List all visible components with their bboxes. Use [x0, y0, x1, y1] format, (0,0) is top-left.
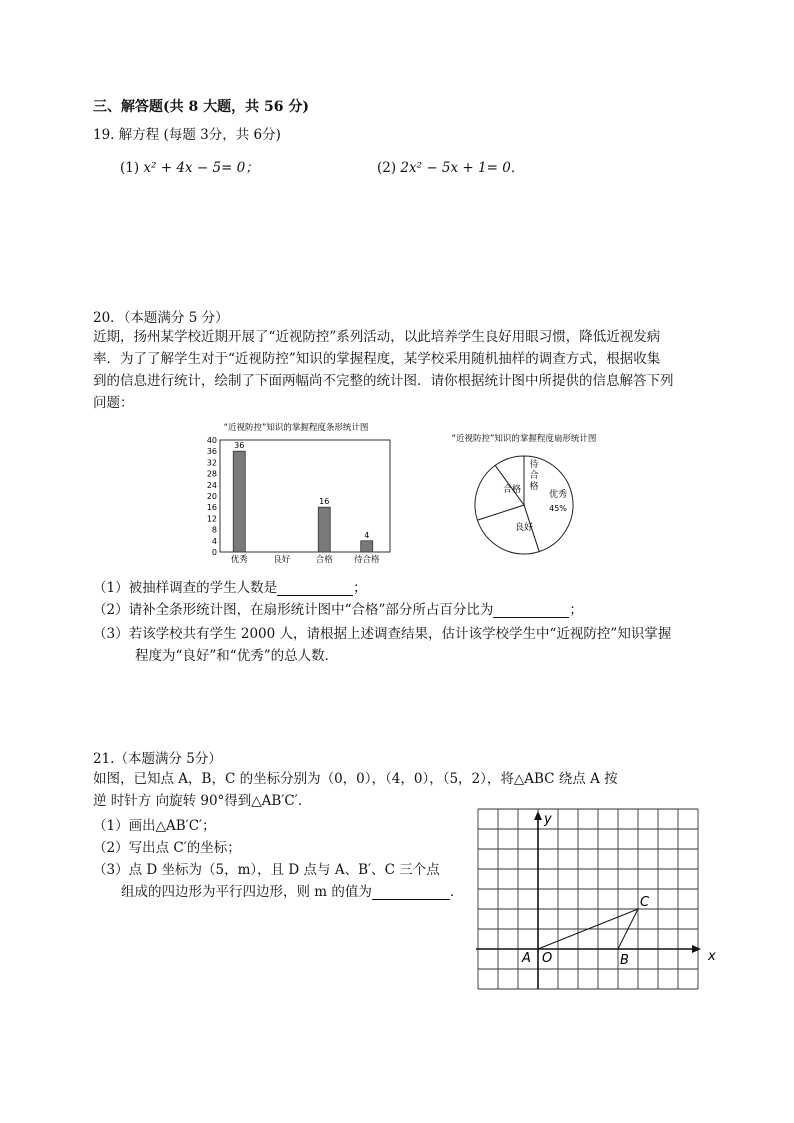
q20-sub2 [93, 598, 583, 618]
q21-sub3-end: ． [449, 884, 464, 900]
pie-chart [440, 430, 620, 560]
q20-sub1 [93, 576, 367, 596]
pie-chart-title: “近视防控”知识的掌握程度扇形统计图 [451, 434, 597, 444]
bar-0 [233, 451, 245, 552]
q21-para-line1: 如图，已知点 A，B，C 的坐标分别为（0，0），（4，0），（5，2），将△ABC 绕点 A 按 [93, 771, 618, 787]
pie-label-excellent-pct: 45% [549, 504, 567, 513]
q20-sub1-text: （1）被抽样调查的学生人数是 [93, 580, 278, 596]
coordinate-grid [472, 806, 722, 992]
q21-sub3-line1: （3）点 D 坐标为（5，m），且 D 点与 A、B′、C 三个点 [93, 862, 440, 878]
svg-text:待: 待 [529, 460, 539, 470]
bar-ytick-label: 32 [206, 458, 217, 468]
q20-sub2-text: （2）请补全条形统计图，在扇形统计图中“合格”部分所占百分比为 [93, 602, 494, 618]
bar-ytick-label: 40 [206, 436, 217, 445]
bar-category-label: 优秀 [230, 555, 248, 565]
point-b-label: B [620, 953, 629, 968]
q21-sub3-line2 [121, 880, 463, 900]
bar-ytick-label: 28 [206, 469, 217, 479]
q21-para-line2: 逆 时针方 向旋转 90°得到△AB′C′． [93, 793, 312, 809]
bar-chart-title: “近视防控”知识的掌握程度条形统计图 [223, 423, 369, 433]
section-title: 三、解答题(共 8 大题，共 56 分) [93, 99, 309, 115]
bar-ytick-label: 16 [206, 503, 217, 513]
q20-para-line2: 率．为了了解学生对于“近视防控”知识的掌握程度，某学校采用随机抽样的调查方式，根据收集 [93, 351, 661, 367]
bar-ytick-label: 0 [211, 548, 217, 557]
pie-label-fail [529, 458, 538, 492]
q19-p1-label: (1) [120, 160, 140, 176]
pie-label-pass: 合格 [502, 485, 522, 495]
q21-sub1: （1）画出△AB′C′； [93, 818, 216, 834]
bar-ytick-label: 24 [206, 480, 217, 490]
q20-para-line1: 近期，扬州某学校近期开展了“近视防控”系列活动，以此培养学生良好用眼习惯，降低近视发病 [93, 329, 661, 345]
svg-text:合: 合 [529, 471, 539, 481]
q20-header: 20．（本题满分 5 分） [93, 310, 229, 326]
y-axis-label: y [544, 812, 552, 827]
bar-ytick-label: 20 [206, 492, 217, 501]
bar-category-label: 待合格 [353, 555, 380, 565]
point-a-label: A [522, 951, 531, 966]
y-axis-arrow [534, 811, 542, 820]
bar-ytick-label: 36 [206, 447, 217, 457]
x-axis-label: x [708, 949, 716, 964]
q20-sub3-line2: 程度为“良好”和“优秀”的总人数． [135, 648, 339, 664]
bar-data-label: 36 [234, 441, 245, 451]
q21-sub3-text: 组成的四边形为平行四边形，则 m 的值为 [121, 884, 372, 900]
svg-text:格: 格 [529, 482, 539, 492]
q19-part2 [377, 156, 524, 176]
q20-sub1-end: ； [353, 580, 367, 596]
q20-sub2-end: ； [569, 602, 583, 618]
bar-ytick-label: 12 [206, 514, 217, 524]
bar-data-label: 4 [364, 530, 370, 540]
q19-header: 19. 解方程 (每题 3分，共 6分) [93, 127, 281, 143]
q20-para-line3: 到的信息进行统计，绘制了下面两幅尚不完整的统计图．请你根据统计图中所提供的信息解答下列 [93, 373, 674, 389]
pie-label-good: 良好 [514, 523, 534, 533]
bar-3 [361, 541, 373, 552]
q21-sub2: （2）写出点 C′的坐标； [93, 840, 241, 856]
bar-ytick-label: 8 [211, 525, 217, 535]
x-axis-arrow [692, 945, 701, 953]
origin-label: O [542, 951, 553, 966]
point-c-label: C [640, 895, 650, 910]
q20-para-line4: 问题： [93, 395, 134, 411]
q20-sub1-blank[interactable] [277, 581, 353, 596]
bar-chart [196, 420, 396, 570]
bar-ytick-label: 4 [211, 536, 217, 546]
bar-data-label: 16 [319, 497, 330, 507]
q20-sub2-blank[interactable] [493, 603, 569, 618]
bar-category-label: 合格 [315, 555, 333, 565]
q19-p2-expr: 2x² − 5x + 1= 0． [400, 160, 525, 176]
q19-part1 [120, 156, 259, 176]
pie-label-excellent: 优秀 [548, 490, 568, 500]
q19-p1-expr: x² + 4x − 5= 0； [143, 160, 259, 176]
q21-sub3-blank[interactable] [372, 885, 450, 900]
q21-header: 21.（本题满分 5分） [93, 751, 222, 767]
q19-p2-label: (2) [377, 160, 397, 176]
bar-category-label: 良好 [273, 555, 291, 565]
q20-sub3-line1: （3）若该学校共有学生 2000 人，请根据上述调查结果，估计该学校学生中“近视防控”知识掌握 [93, 626, 672, 642]
bar-2 [318, 507, 330, 552]
